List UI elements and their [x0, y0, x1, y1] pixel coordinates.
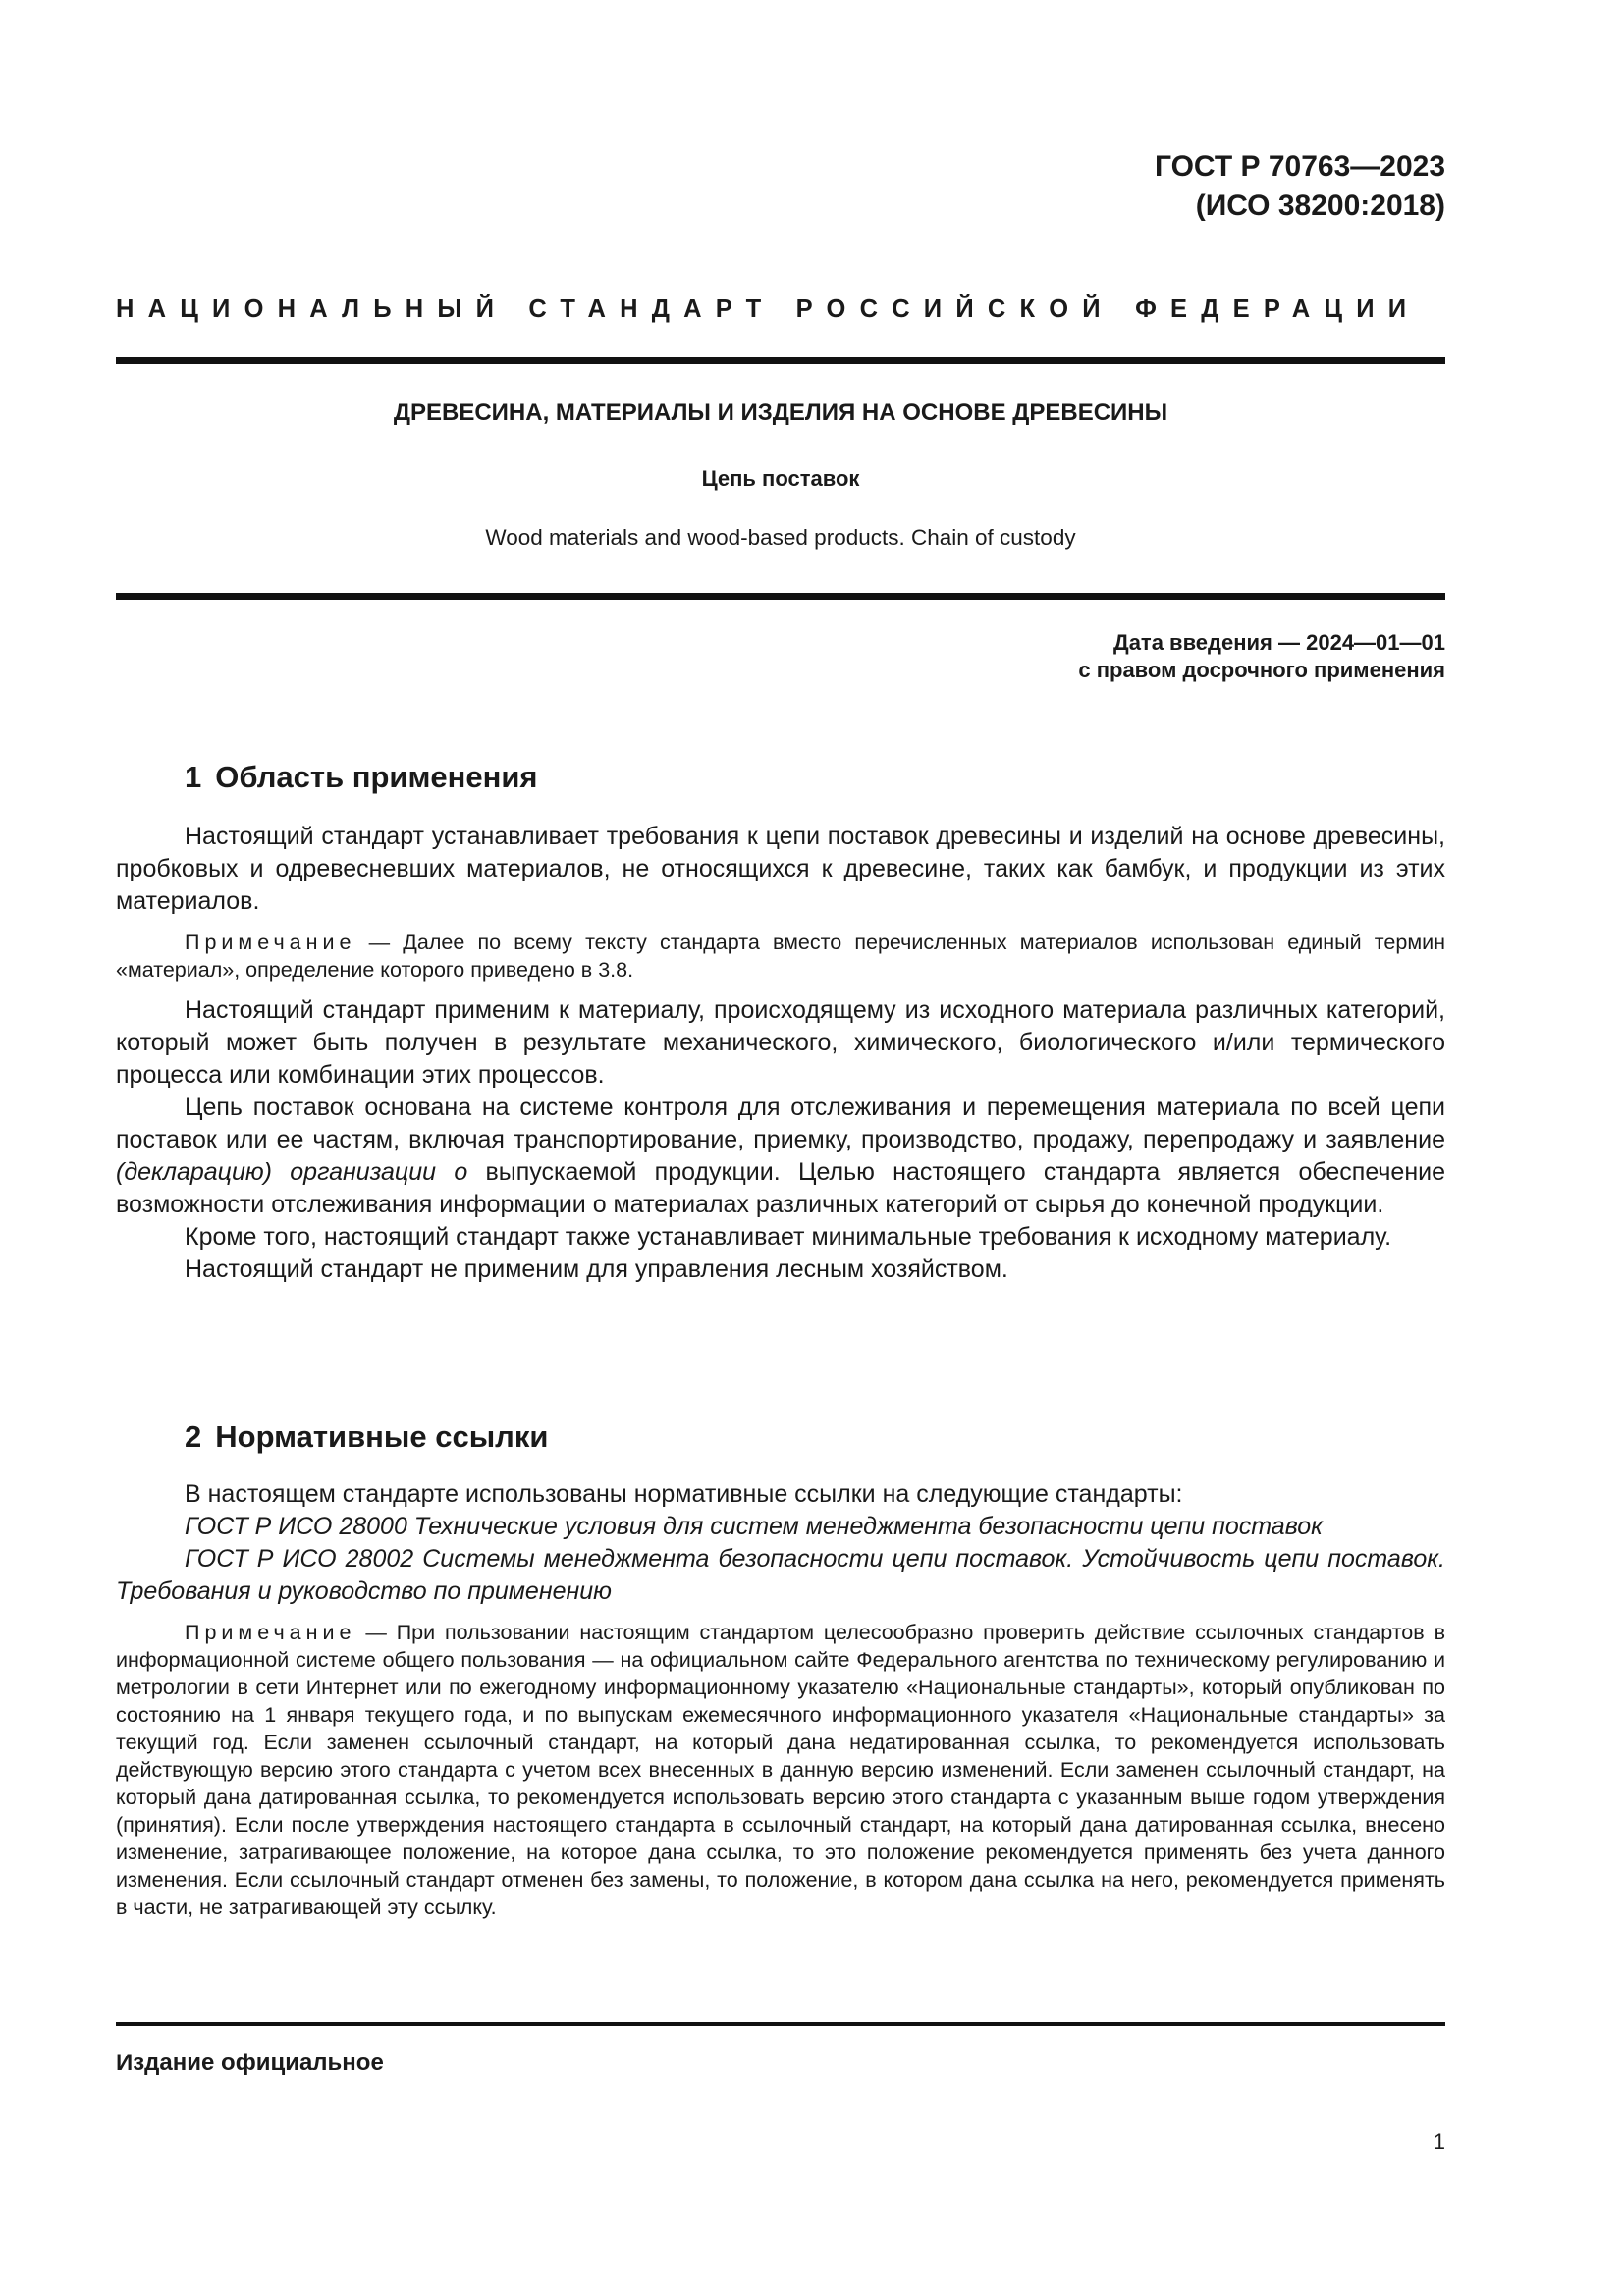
- references-note: [116, 1619, 1445, 1921]
- reference-gost-28002: [116, 1543, 1445, 1608]
- note-text: — Далее по всему тексту стандарта вместо перечисленных материалов использован единый термин «материал», определение которого приведено в 3.8.: [116, 931, 1445, 982]
- introduction-date: Дата введения — 2024—01—01: [1113, 630, 1445, 655]
- scope-paragraph-4: Кроме того, настоящий стандарт также устанавливает минимальные требования к исходному материалу.: [185, 1223, 1392, 1251]
- title-divider: [116, 593, 1445, 600]
- scope-note: [116, 929, 1445, 984]
- official-edition-label: Издание официальное: [116, 2050, 384, 2076]
- references-note-label: Примечание: [185, 1621, 356, 1644]
- page-number: 1: [1433, 2129, 1445, 2154]
- footer-divider: [116, 2022, 1445, 2026]
- scope-paragraph-3-end: выпускаемой продукции. Целью настоящего стандарта является обеспечение возможности отслеживания информации о материалах различных категорий от сырья до конечной продукции.: [116, 1158, 1446, 1218]
- section-1-number: 1: [185, 760, 202, 794]
- scope-paragraph-3: [116, 1092, 1445, 1221]
- reference-gost-28000: [116, 1511, 1445, 1543]
- scope-paragraph-5: Настоящий стандарт не применим для управления лесным хозяйством.: [185, 1255, 1008, 1283]
- references-intro: В настоящем стандарте использованы нормативные ссылки на следующие стандарты:: [185, 1480, 1183, 1508]
- scope-paragraph-1: Настоящий стандарт устанавливает требования к цепи поставок древесины и изделий на основе древесины, пробковых и одревесневших материалов, не относящихся к древесине, таких как бамбук, и продукции из этих материалов.: [116, 823, 1445, 915]
- section-1-body: [116, 821, 1445, 1286]
- reference-gost-28002-text: ГОСТ Р ИСО 28002 Системы менеджмента безопасности цепи поставок. Устойчивость цепи поставок. Требования и руководство по применению: [116, 1545, 1445, 1605]
- national-standard-heading: НАЦИОНАЛЬНЫЙ СТАНДАРТ РОССИЙСКОЙ ФЕДЕРАЦИИ: [116, 295, 1421, 323]
- section-2-number: 2: [185, 1419, 202, 1454]
- scope-paragraph-2: Настоящий стандарт применим к материалу, происходящему из исходного материала различных категорий, который может быть получен в результате механического, химического, биологического и/или термического процесса или комбинации этих процессов.: [116, 996, 1445, 1089]
- standard-designation: [1155, 147, 1445, 226]
- scope-paragraph-3-italic: (декларацию) организации о: [116, 1158, 468, 1186]
- document-title: ДРЕВЕСИНА, МАТЕРИАЛЫ И ИЗДЕЛИЯ НА ОСНОВЕ ДРЕВЕСИНЫ: [393, 400, 1168, 426]
- section-1-heading: [185, 759, 538, 796]
- early-application-note: с правом досрочного применения: [1078, 658, 1445, 682]
- iso-number: (ИСО 38200:2018): [1195, 189, 1445, 222]
- references-note-text: — При пользовании настоящим стандартом целесообразно проверить действие ссылочных стандартов в информационной системе общего пользования — на официальном сайте Федерального агентства по техническому регулированию и метрологии в сети Интернет или по ежегодному информационному указателю «Национальные стандарты», который опубликован по состоянию на 1 января текущего года, и по выпускам ежемесячного информационного указателя «Национальные стандарты» за текущий год. Если заменен ссылочный стандарт, на который дана недатированная ссылка, то рекомендуется использовать действующую версию этого стандарта с учетом всех внесенных в данную версию изменений. Если заменен ссылочный стандарт, на который дана датированная ссылка, то рекомендуется использовать версию этого стандарта с указанным выше годом утверждения (принятия). Если после утверждения настоящего стандарта в ссылочный стандарт, на который дана датированная ссылка, внесено изменение, затрагивающее положение, на которое дана ссылка, то это положение рекомендуется применять без учета данного изменения. Если ссылочный стандарт отменен без замены, то положение, в котором дана ссылка на него, рекомендуется применять в части, не затрагивающей эту ссылку.: [116, 1621, 1445, 1919]
- reference-gost-28000-text: ГОСТ Р ИСО 28000 Технические условия для систем менеджмента безопасности цепи поставок: [185, 1513, 1323, 1540]
- top-divider: [116, 357, 1445, 364]
- scope-paragraph-3-start: Цепь поставок основана на системе контроля для отслеживания и перемещения материала по всей цепи поставок или ее частям, включая транспортирование, приемку, производство, продажу, перепродажу и заявление: [116, 1094, 1445, 1153]
- english-title: Wood materials and wood-based products. Chain of custody: [485, 525, 1076, 550]
- section-2-body: [116, 1478, 1445, 1921]
- section-2-heading: [185, 1418, 548, 1456]
- section-2-title: Нормативные ссылки: [215, 1419, 549, 1454]
- introduction-date-block: [1078, 629, 1445, 684]
- document-page: [116, 0, 1445, 2296]
- section-1-title: Область применения: [215, 760, 538, 794]
- gost-number: ГОСТ Р 70763—2023: [1154, 150, 1445, 183]
- document-subtitle: Цепь поставок: [701, 466, 860, 491]
- note-label: Примечание: [185, 931, 356, 954]
